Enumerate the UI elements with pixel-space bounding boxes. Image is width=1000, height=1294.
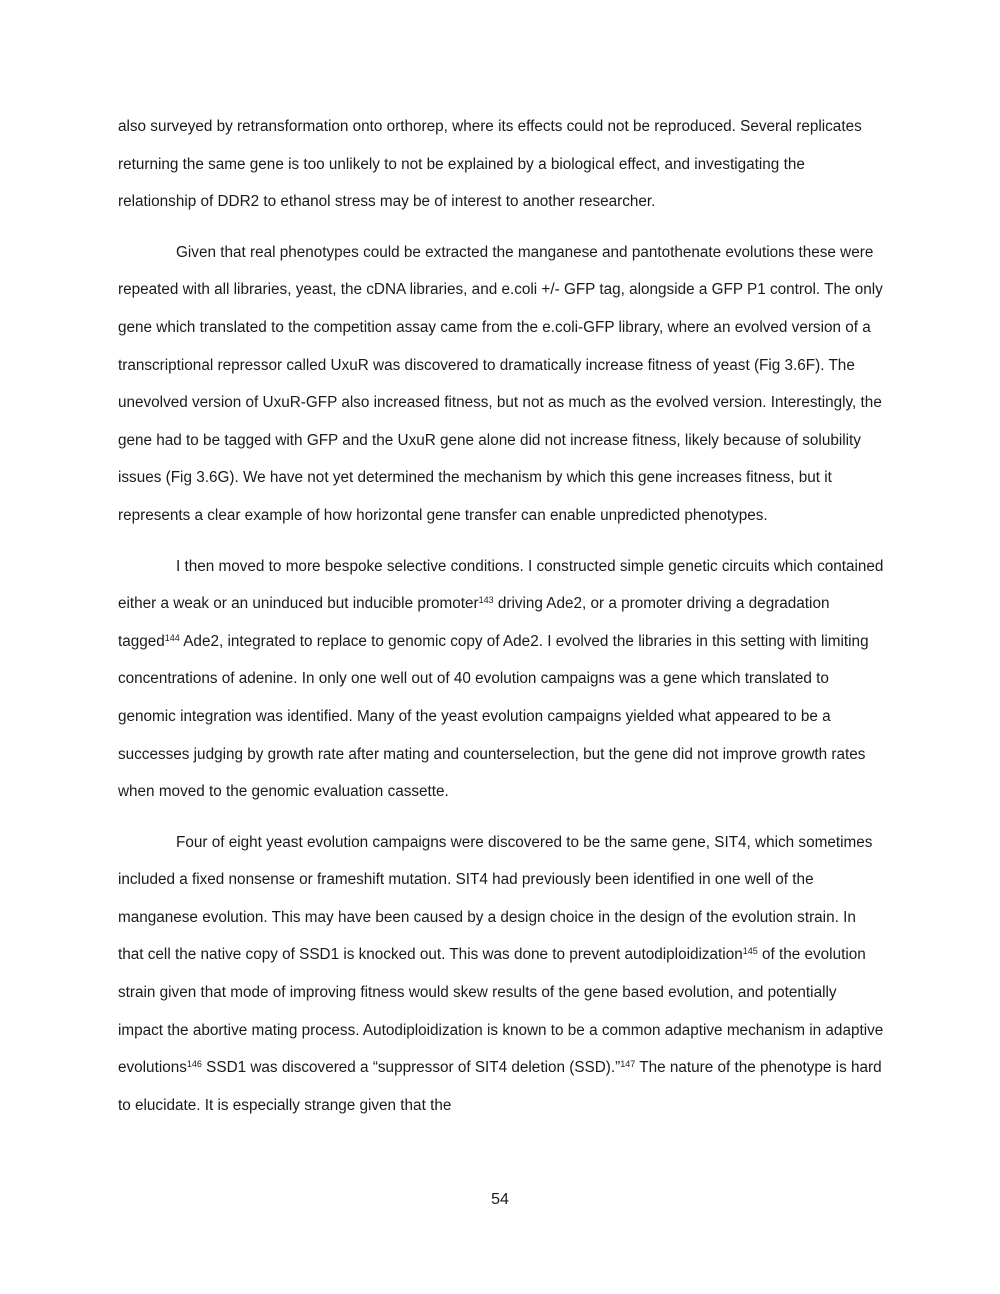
- citation-superscript: 143: [478, 595, 494, 606]
- paragraph-1: [118, 108, 884, 221]
- citation-superscript: 146: [186, 1059, 202, 1070]
- paragraph-text: also surveyed by retransformation onto orthorep, where its effects could not be reproduced. Several replicates returning the same gene is too unlikely to not be explained by a biological effect, and investigating the relationship of DDR2 to ethanol stress may be of interest to another researcher.: [118, 118, 862, 211]
- citation-superscript: 145: [742, 946, 758, 957]
- paragraph-4: [118, 824, 884, 1125]
- paragraph-text: SSD1 was discovered a “suppressor of SIT4 deletion (SSD).”: [201, 1059, 621, 1077]
- paragraph-text: Given that real phenotypes could be extracted the manganese and pantothenate evolutions these were repeated with all libraries, yeast, the cDNA libraries, and e.coli +/- GFP tag, alongside a GFP P1 control. The only gene which translated to the competition assay came from the e.coli-GFP library, where an evolved version of a transcriptional repressor called UxuR was discovered to dramatically increase fitness of yeast (Fig 3.6F). The unevolved version of UxuR-GFP also increased fitness, but not as much as the evolved version. Interestingly, the gene had to be tagged with GFP and the UxuR gene alone did not increase fitness, likely because of solubility issues (Fig 3.6G). We have not yet determined the mechanism by which this gene increases fitness, but it represents a clear example of how horizontal gene transfer can enable unpredicted phenotypes.: [118, 243, 883, 524]
- paragraph-2: [118, 234, 884, 535]
- citation-superscript: 147: [620, 1059, 636, 1070]
- paragraph-text: The nature of the phenotype is hard to elucidate. It is especially strange given that the: [118, 1059, 882, 1114]
- page-number: 54: [491, 1191, 509, 1208]
- citation-superscript: 144: [164, 632, 180, 643]
- paragraph-3: [118, 548, 884, 811]
- paragraph-text: of the evolution strain given that mode of improving fitness would skew results of the gene based evolution, and potentially impact the abortive mating process. Autodiploidization is known to be a common adaptive mechanism in adaptive evolutions: [118, 946, 884, 1077]
- paragraph-text: Four of eight yeast evolution campaigns were discovered to be the same gene, SIT4, which sometimes included a fixed nonsense or frameshift mutation. SIT4 had previously been identified in one well of the manganese evolution. This may have been caused by a design choice in the design of the evolution strain. In that cell the native copy of SSD1 is knocked out. This was done to prevent autodiploidization: [118, 833, 873, 964]
- paragraph-text: I then moved to more bespoke selective conditions. I constructed simple genetic circuits which contained either a weak or an uninduced but inducible promoter: [118, 557, 884, 613]
- paragraph-text: Ade2, integrated to replace to genomic copy of Ade2. I evolved the libraries in this setting with limiting concentrations of adenine. In only one well out of 40 evolution campaigns was a gene which translated to genomic integration was identified. Many of the yeast evolution campaigns yielded what appeared to be a successes judging by growth rate after mating and counterselection, but the gene did not improve growth rates when moved to the genomic evaluation cassette.: [118, 632, 869, 801]
- paragraph-text: driving Ade2, or a promoter driving a degradation tagged: [118, 595, 830, 650]
- document-body: [118, 108, 884, 1137]
